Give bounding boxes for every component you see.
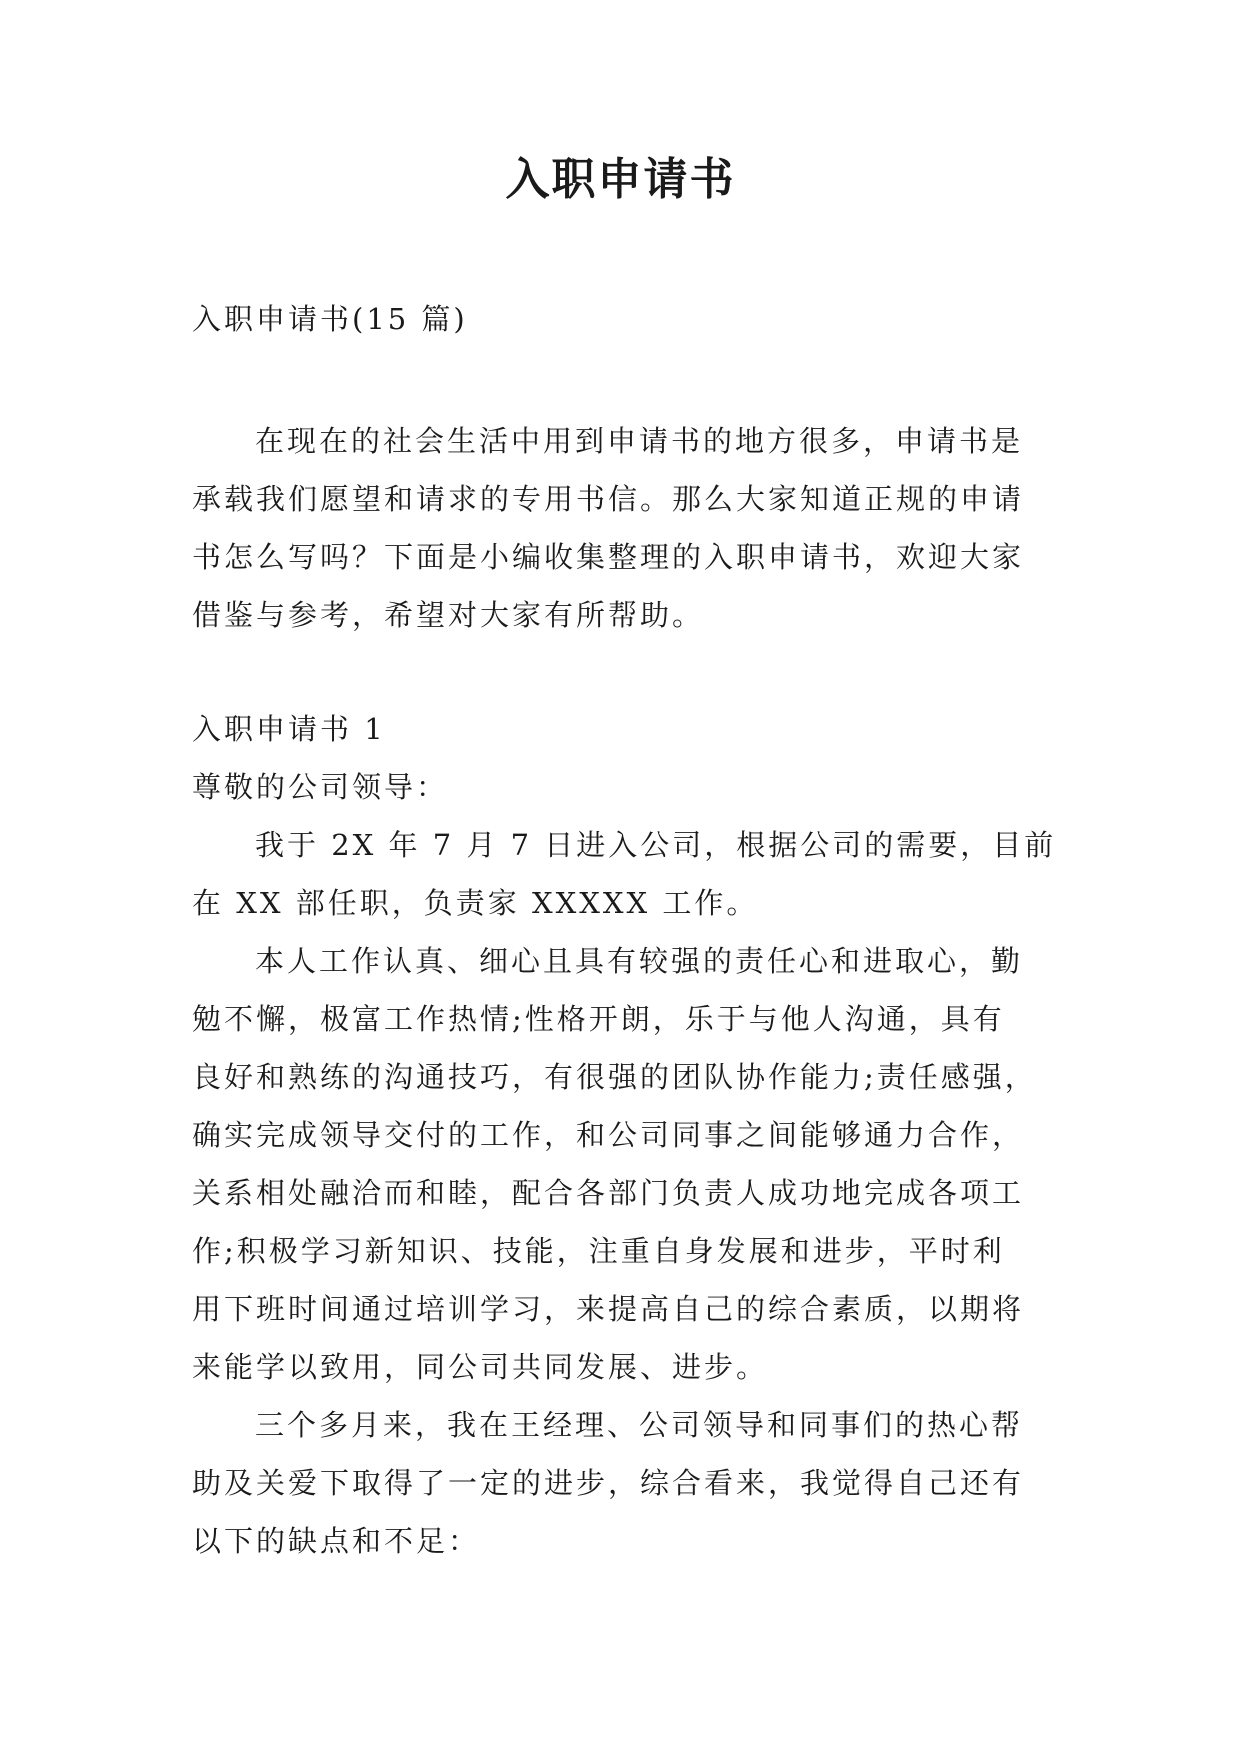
paragraph-line: 关系相处融洽而和睦，配合各部门负责人成功地完成各项工 <box>192 1176 1025 1210</box>
paragraph-line: 来能学以致用，同公司共同发展、进步。 <box>192 1350 769 1384</box>
paragraph-line: 三个多月来，我在王经理、公司领导和同事们的热心帮 <box>255 1408 1024 1442</box>
paragraph-line: 勉不懈，极富工作热情;性格开朗，乐于与他人沟通，具有 <box>192 1002 1005 1036</box>
paragraph-line: 用下班时间通过培训学习，来提高自己的综合素质，以期将 <box>192 1292 1025 1326</box>
intro-line: 承载我们愿望和请求的专用书信。那么大家知道正规的申请 <box>192 482 1025 516</box>
intro-line: 书怎么写吗？下面是小编收集整理的入职申请书，欢迎大家 <box>192 540 1025 574</box>
paragraph-line: 本人工作认真、细心且具有较强的责任心和进取心，勤 <box>255 944 1024 978</box>
intro-paragraph <box>192 412 1052 644</box>
paragraph-line: 良好和熟练的沟通技巧，有很强的团队协作能力;责任感强， <box>192 1060 1037 1094</box>
paragraph-line: 在 XX 部任职，负责家 XXXXX 工作。 <box>192 886 759 920</box>
paragraph-line: 确实完成领导交付的工作，和公司同事之间能够通力合作， <box>192 1118 1025 1152</box>
paragraph-line: 我于 2X 年 7 月 7 日进入公司，根据公司的需要，目前 <box>255 828 1057 862</box>
intro-line: 在现在的社会生活中用到申请书的地方很多，申请书是 <box>255 424 1024 458</box>
document-body <box>192 290 1057 1570</box>
section-heading: 入职申请书 1 <box>192 712 386 746</box>
document-title: 入职申请书 <box>505 154 736 205</box>
body-paragraph-1 <box>192 816 1057 932</box>
body-paragraph-2 <box>192 932 1052 1396</box>
paragraph-line: 以下的缺点和不足： <box>192 1524 481 1558</box>
paragraph-line: 助及关爱下取得了一定的进步，综合看来，我觉得自己还有 <box>192 1466 1025 1500</box>
intro-line: 借鉴与参考，希望对大家有所帮助。 <box>192 598 705 632</box>
document-subtitle: 入职申请书(15 篇) <box>192 302 468 336</box>
body-paragraph-3 <box>192 1396 1052 1570</box>
paragraph-line: 作;积极学习新知识、技能，注重自身发展和进步，平时利 <box>192 1234 1005 1268</box>
salutation: 尊敬的公司领导： <box>192 770 449 804</box>
